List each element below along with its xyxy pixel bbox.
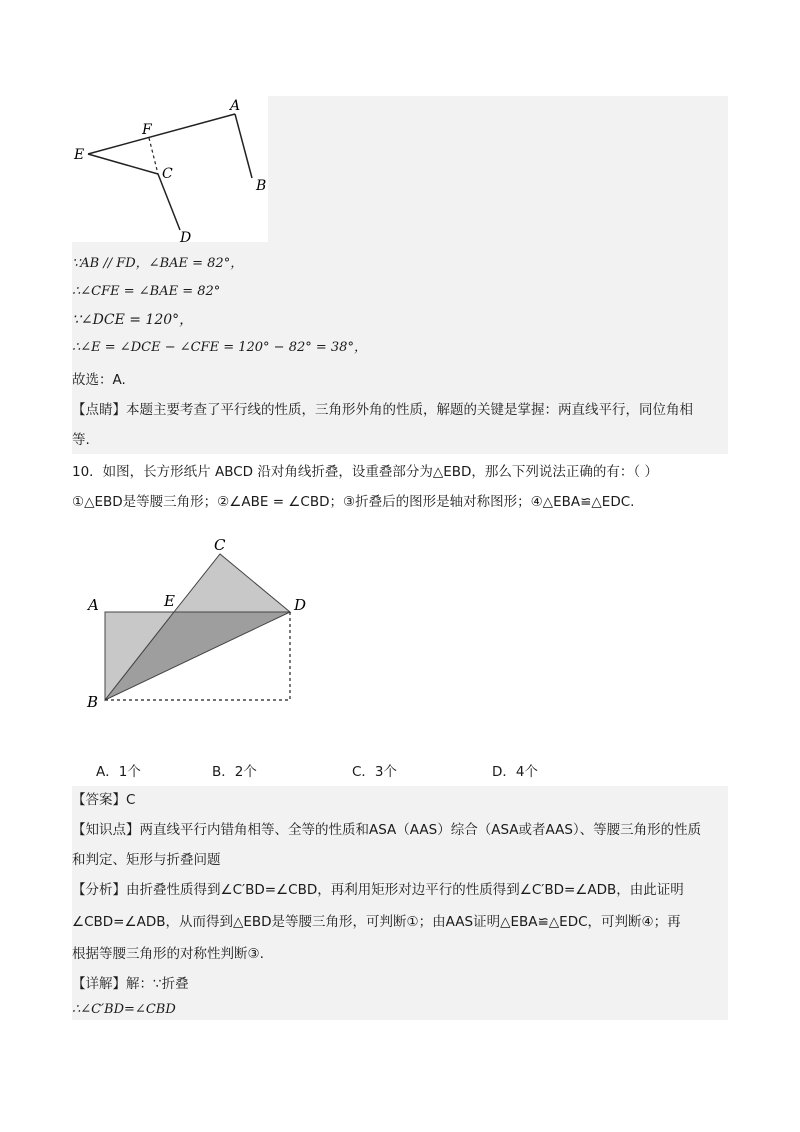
tip-line-1	[72, 400, 693, 420]
analysis-tag: 【分析】	[72, 882, 126, 898]
knowledge-line-1	[72, 820, 701, 840]
segment-ab	[235, 114, 252, 178]
label-A: A	[88, 596, 99, 614]
detail-text-1: 解：∵折叠	[126, 976, 189, 992]
analysis-line-1	[72, 880, 684, 900]
label-A: A	[230, 98, 241, 114]
label-E: E	[74, 147, 85, 163]
knowledge-line-2: 和判定、矩形与折叠问题	[72, 852, 221, 868]
option-b: B．2个	[212, 764, 257, 780]
knowledge-text-1: 两直线平行内错角相等、全等的性质和ASA（AAS）综合（ASA或者AAS）、等腰三角形的性质	[139, 822, 702, 838]
answer-tag: 【答案】	[72, 792, 126, 808]
solution-line-5: 故选：A.	[72, 372, 126, 388]
label-B: B	[256, 178, 267, 194]
tip-line-2: 等.	[72, 432, 90, 448]
solution-line-3: ∵∠DCE = 120°，	[72, 312, 194, 328]
label-C: C	[214, 536, 226, 554]
answer-line	[72, 790, 135, 810]
label-D: D	[294, 596, 307, 614]
option-a: A．1个	[96, 764, 141, 780]
question-line-1: 10．如图，长方形纸片 ABCD 沿对角线折叠，设重叠部分为△EBD，那么下列说法正确的有：（ ）	[72, 464, 658, 480]
analysis-text-1: 由折叠性质得到∠C′BD=∠CBD，再利用矩形对边平行的性质得到∠C′BD=∠ADB，由此证明	[126, 882, 684, 898]
geometry-figure-1	[72, 96, 272, 246]
detail-line-2: ∴∠C′BD=∠CBD	[72, 1002, 176, 1017]
knowledge-tag: 【知识点】	[72, 822, 140, 838]
answer-value: C	[126, 792, 136, 808]
option-d: D．4个	[492, 764, 538, 780]
detail-tag: 【详解】	[72, 976, 126, 992]
analysis-line-2: ∠CBD=∠ADB，从而得到△EBD是等腰三角形，可判断①；由AAS证明△EBA≌△EDC，可判断④；再	[72, 914, 681, 930]
segment-ec	[88, 154, 158, 174]
label-D: D	[180, 230, 192, 246]
question-line-2: ①△EBD是等腰三角形；②∠ABE = ∠CBD；③折叠后的图形是轴对称图形；④△EBA≌△EDC.	[72, 494, 635, 510]
solution-line-2: ∴∠CFE = ∠BAE = 82°	[72, 284, 221, 299]
label-C: C	[162, 166, 173, 182]
geometry-figure-2	[80, 530, 320, 720]
label-B: B	[87, 693, 99, 711]
triangle-cde	[174, 554, 290, 612]
option-c: C．3个	[352, 764, 398, 780]
segment-cd	[158, 174, 180, 230]
analysis-line-3: 根据等腰三角形的对称性判断③.	[72, 946, 264, 962]
solution-line-4: ∴∠E = ∠DCE − ∠CFE = 120° − 82° = 38°，	[72, 340, 367, 355]
segment-ea	[88, 114, 235, 154]
detail-line-1	[72, 974, 189, 994]
label-E: E	[164, 592, 175, 610]
segment-fc-dashed	[149, 138, 158, 174]
tip-text-1: 本题主要考查了平行线的性质，三角形外角的性质，解题的关键是掌握：两直线平行，同位角相	[126, 402, 693, 418]
solution-line-1: ∵AB // FD，∠BAE = 82°，	[72, 256, 244, 271]
tip-tag: 【点睛】	[72, 402, 126, 418]
label-F: F	[142, 122, 152, 138]
